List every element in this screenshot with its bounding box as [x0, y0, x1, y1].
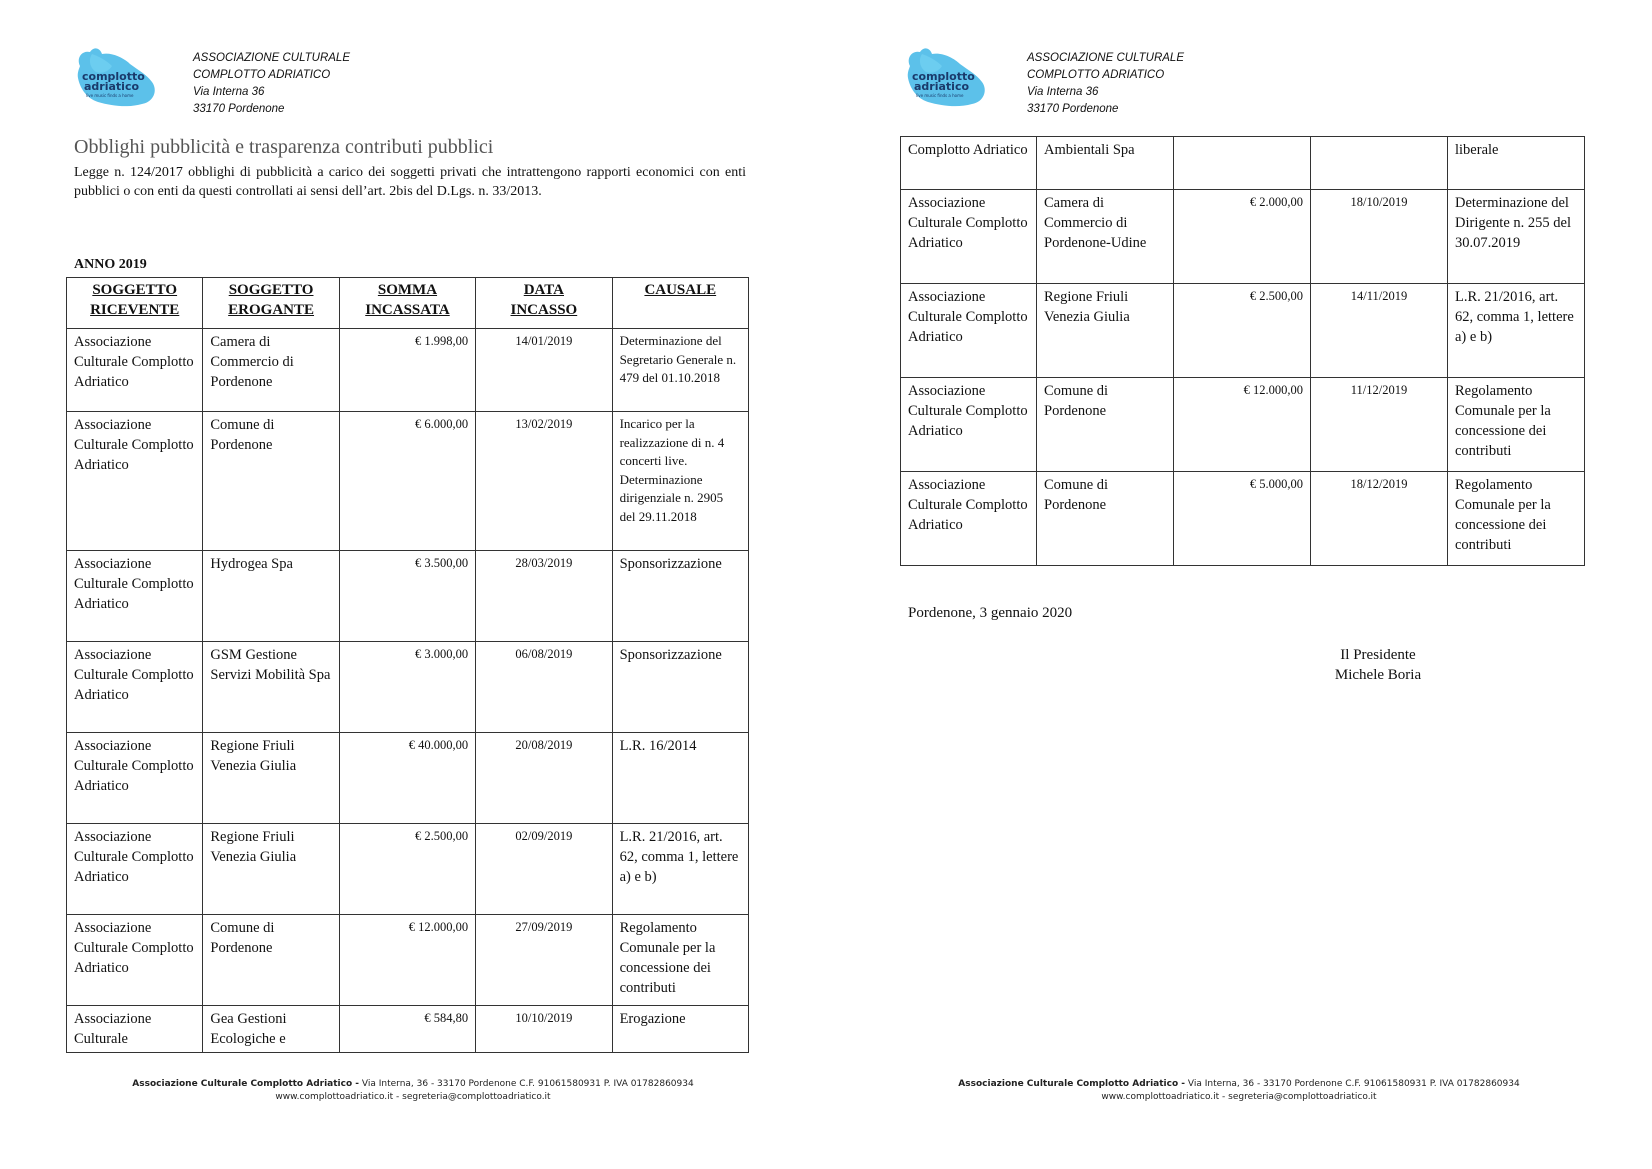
table-row	[901, 472, 1585, 566]
cell-data: 13/02/2019	[476, 412, 612, 551]
year-label: ANNO 2019	[74, 257, 147, 272]
table-row	[901, 378, 1585, 472]
org-line-4: 33170 Pordenone	[1027, 103, 1119, 115]
cell-ricevente: Complotto Adriatico	[901, 137, 1037, 190]
cell-erogante: Regione Friuli Venezia Giulia	[203, 733, 339, 824]
org-line-2: COMPLOTTO ADRIATICO	[193, 69, 331, 81]
org-line-1: ASSOCIAZIONE CULTURALE	[193, 52, 350, 64]
table-row	[67, 915, 749, 1006]
org-line-2: COMPLOTTO ADRIATICO	[1027, 69, 1165, 81]
cell-data: 28/03/2019	[476, 551, 612, 642]
svg-text:adriatico: adriatico	[914, 80, 970, 93]
organization-header	[193, 50, 350, 118]
cell-causale: L.R. 21/2016, art. 62, comma 1, lettere a) e b)	[1448, 284, 1585, 378]
cell-ricevente: Associazione Culturale Complotto Adriatico	[67, 551, 203, 642]
cell-ricevente: Associazione Culturale Complotto Adriatico	[901, 378, 1037, 472]
cell-erogante: Hydrogea Spa	[203, 551, 339, 642]
complotto-adriatico-logo	[72, 44, 164, 112]
complotto-adriatico-logo	[902, 44, 994, 112]
cell-erogante: Comune di Pordenone	[1037, 472, 1174, 566]
cell-erogante: Regione Friuli Venezia Giulia	[203, 824, 339, 915]
table-row	[67, 733, 749, 824]
header-data-incasso: DATA INCASSO	[476, 278, 612, 329]
header-causale: CAUSALE	[612, 278, 748, 329]
footer-line-1	[0, 1078, 826, 1091]
cell-data: 20/08/2019	[476, 733, 612, 824]
cell-causale: Regolamento Comunale per la concessione dei contributi	[612, 915, 748, 1006]
cell-data: 18/12/2019	[1311, 472, 1448, 566]
cell-data: 10/10/2019	[476, 1006, 612, 1053]
cell-somma: € 40.000,00	[339, 733, 475, 824]
cell-ricevente: Associazione Culturale Complotto Adriatico	[67, 642, 203, 733]
cell-causale: Sponsorizzazione	[612, 642, 748, 733]
cell-somma: € 6.000,00	[339, 412, 475, 551]
footer-org-name: Associazione Culturale Complotto Adriatico -	[132, 1079, 360, 1089]
cell-ricevente: Associazione Culturale Complotto Adriatico	[67, 733, 203, 824]
cell-causale: L.R. 21/2016, art. 62, comma 1, lettere a) e b)	[612, 824, 748, 915]
cell-somma: € 5.000,00	[1174, 472, 1311, 566]
cell-ricevente: Associazione Culturale Complotto Adriatico	[67, 412, 203, 551]
cell-data: 27/09/2019	[476, 915, 612, 1006]
organization-header	[1027, 50, 1184, 118]
footer-line-2: www.complottoadriatico.it - segreteria@complottoadriatico.it	[1101, 1092, 1377, 1102]
cell-data: 14/01/2019	[476, 329, 612, 412]
table-row	[67, 642, 749, 733]
table-row	[67, 551, 749, 642]
org-line-3: Via Interna 36	[1027, 86, 1099, 98]
cell-erogante: Ambientali Spa	[1037, 137, 1174, 190]
cell-ricevente: Associazione Culturale Complotto Adriatico	[901, 472, 1037, 566]
cell-ricevente: Associazione Culturale Complotto Adriatico	[67, 824, 203, 915]
cell-somma: € 12.000,00	[339, 915, 475, 1006]
cell-somma: € 2.000,00	[1174, 190, 1311, 284]
cell-somma: € 12.000,00	[1174, 378, 1311, 472]
footer-address: Via Interna, 36 - 33170 Pordenone C.F. 91061580931 P. IVA 01782860934	[1185, 1079, 1520, 1089]
footer-line-2: www.complottoadriatico.it - segreteria@complottoadriatico.it	[275, 1092, 551, 1102]
footer-line-1	[826, 1078, 1652, 1091]
cell-data: 18/10/2019	[1311, 190, 1448, 284]
cell-ricevente: Associazione Culturale Complotto Adriatico	[67, 915, 203, 1006]
svg-text:complotto: complotto	[912, 70, 975, 83]
intro-paragraph: Legge n. 124/2017 obblighi di pubblicità a carico dei soggetti privati che intrattengono rapporti economici con enti pubblici o con enti da questi controllati ai sensi dell’art. 2bis del D.Lgs. n. 33/2013.	[74, 165, 746, 199]
table-row	[67, 1006, 749, 1053]
cell-data: 11/12/2019	[1311, 378, 1448, 472]
cell-erogante: Comune di Pordenone	[1037, 378, 1174, 472]
header-soggetto-ricevente: SOGGETTO RICEVENTE	[67, 278, 203, 329]
cell-somma: € 584,80	[339, 1006, 475, 1053]
svg-text:live music finds a home: live music finds a home	[86, 93, 134, 98]
org-line-4: 33170 Pordenone	[193, 103, 285, 115]
cell-data: 02/09/2019	[476, 824, 612, 915]
svg-text:adriatico: adriatico	[84, 80, 140, 93]
org-line-3: Via Interna 36	[193, 86, 265, 98]
cell-erogante: GSM Gestione Servizi Mobilità Spa	[203, 642, 339, 733]
svg-text:complotto: complotto	[82, 70, 145, 83]
place-and-date: Pordenone, 3 gennaio 2020	[908, 605, 1073, 621]
cell-erogante: Gea Gestioni Ecologiche e	[203, 1006, 339, 1053]
cell-causale: Regolamento Comunale per la concessione dei contributi	[1448, 472, 1585, 566]
table-row	[901, 190, 1585, 284]
document-page-2	[826, 0, 1652, 1169]
cell-ricevente: Associazione Culturale Complotto Adriatico	[901, 190, 1037, 284]
cell-causale: Regolamento Comunale per la concessione dei contributi	[1448, 378, 1585, 472]
cell-somma: € 3.500,00	[339, 551, 475, 642]
signature-name: Michele Boria	[1334, 667, 1422, 683]
cell-erogante: Comune di Pordenone	[203, 915, 339, 1006]
cell-ricevente: Associazione Culturale Complotto Adriatico	[901, 284, 1037, 378]
cell-causale: Erogazione	[612, 1006, 748, 1053]
svg-text:live music finds a home: live music finds a home	[916, 93, 964, 98]
cell-erogante: Camera di Commercio di Pordenone	[203, 329, 339, 412]
cell-erogante: Camera di Commercio di Pordenone-Udine	[1037, 190, 1174, 284]
header-soggetto-erogante: SOGGETTO EROGANTE	[203, 278, 339, 329]
footer-address: Via Interna, 36 - 33170 Pordenone C.F. 91061580931 P. IVA 01782860934	[359, 1079, 694, 1089]
header-somma-incassata: SOMMA INCASSATA	[339, 278, 475, 329]
cell-causale: liberale	[1448, 137, 1585, 190]
table-row	[67, 329, 749, 412]
page-footer	[0, 1078, 826, 1104]
cell-causale: Incarico per la realizzazione di n. 4 concerti live. Determinazione dirigenziale n. 2905 del 29.11.2018	[612, 412, 748, 551]
cell-ricevente: Associazione Culturale Complotto Adriatico	[67, 329, 203, 412]
footer-org-name: Associazione Culturale Complotto Adriatico -	[958, 1079, 1186, 1089]
cell-somma	[1174, 137, 1311, 190]
org-line-1: ASSOCIAZIONE CULTURALE	[1027, 52, 1184, 64]
cell-erogante: Regione Friuli Venezia Giulia	[1037, 284, 1174, 378]
page-footer	[826, 1078, 1652, 1104]
cell-causale: Determinazione del Dirigente n. 255 del 30.07.2019	[1448, 190, 1585, 284]
signature-block	[1278, 645, 1478, 685]
cell-somma: € 2.500,00	[339, 824, 475, 915]
signature-role: Il Presidente	[1340, 647, 1416, 663]
cell-causale: Determinazione del Segretario Generale n. 479 del 01.10.2018	[612, 329, 748, 412]
document-title: Obblighi pubblicità e trasparenza contributi pubblici	[74, 136, 494, 158]
table-row	[901, 284, 1585, 378]
table-header-row	[67, 278, 749, 329]
cell-erogante: Comune di Pordenone	[203, 412, 339, 551]
cell-somma: € 1.998,00	[339, 329, 475, 412]
cell-data: 14/11/2019	[1311, 284, 1448, 378]
cell-data	[1311, 137, 1448, 190]
cell-data: 06/08/2019	[476, 642, 612, 733]
cell-somma: € 3.000,00	[339, 642, 475, 733]
cell-causale: Sponsorizzazione	[612, 551, 748, 642]
contributions-table-part-2	[900, 136, 1585, 566]
table-row	[901, 137, 1585, 190]
contributions-table-part-1	[66, 277, 749, 1053]
cell-ricevente: Associazione Culturale	[67, 1006, 203, 1053]
table-row	[67, 412, 749, 551]
cell-causale: L.R. 16/2014	[612, 733, 748, 824]
table-row	[67, 824, 749, 915]
cell-somma: € 2.500,00	[1174, 284, 1311, 378]
